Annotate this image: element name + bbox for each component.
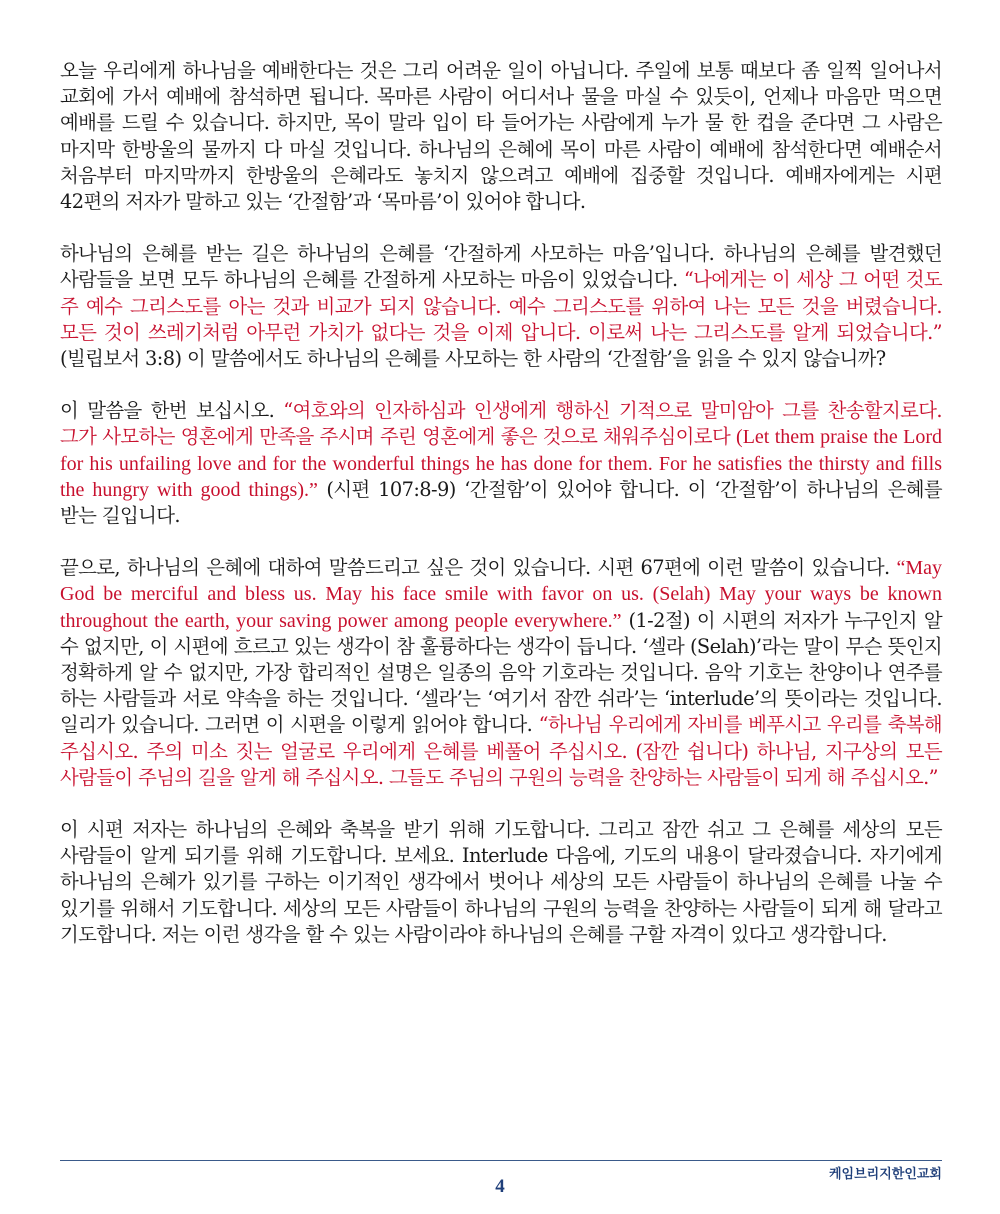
psalm-67-quote-korean: “하나님 우리에게 자비를 베푸시고 우리를 축복해 주십시오. 주의 미소 짓는 얼굴로 우리에게 은혜를 베풀어 주십시오. (잠깐 쉽니다) 하나님, 지구상의 모든 사람들이 주님의 길을 알게 해 주십시오. 그들도 주님의 구원의 능력을 찬양하는 사람들이 되게 해 주십시오.” (60, 713, 942, 789)
paragraph-4-explanation: 이 시편의 저자가 누구인지 알 수 없지만, 이 시편에 흐르고 있는 생각이 참 훌륭하다는 생각이 듭니다. ‘셀라 (Selah)’라는 말이 무슨 뜻인지 정확하게 알 수 없지만, 가장 합리적인 설명은 일종의 음악 기호라는 것입니다. 음악 기호는 찬양이나 연주를 하는 사람들과 서로 약속을 하는 것입니다. ‘셀라’는 ‘여기서 잠깐 쉬라’는 ‘interlude’의 뜻이라는 것입니다. 일리가 있습니다. 그러면 이 시편을 이렇게 읽어야 합니다. (60, 608, 942, 737)
paragraph-4-intro: 끝으로, 하나님의 은혜에 대하여 말씀드리고 싶은 것이 있습니다. 시편 67편에 이런 말씀이 있습니다. (60, 556, 890, 580)
philippians-quote: “나에게는 이 세상 그 어떤 것도 주 예수 그리스도를 아는 것과 비교가 되지 않습니다. 예수 그리스도를 위하여 나는 모든 것을 버렸습니다. 모든 것이 쓰레기처럼 아무런 가치가 없다는 것을 이제 압니다. 이로써 나는 그리스도를 알게 되었습니다.” (60, 268, 942, 344)
psalm-67-reference: (1-2절) (628, 608, 690, 632)
paragraph-2 (60, 241, 942, 372)
psalm-107-quote-korean: “여호와의 인자하심과 인생에게 행하신 기적으로 말미암아 그를 찬송할지로다. 그가 사모하는 영혼에게 만족을 주시며 주린 영혼에게 좋은 것으로 채워주심이로다 (60, 399, 942, 449)
church-name: 케임브리지한인교회 (828, 1167, 942, 1182)
psalm-107-reference: (시편 107:8-9) (326, 477, 456, 501)
paragraph-4 (60, 555, 942, 791)
philippians-reference: (빌립보서 3:8) (60, 347, 182, 371)
paragraph-3-intro: 이 말씀을 한번 보십시오. (60, 399, 275, 423)
paragraph-3-closing: ‘간절함’이 있어야 합니다. 이 ‘간절함’이 하나님의 은혜를 받는 길입니다. (60, 477, 942, 528)
psalm-67-quote-english: “May God be merciful and bless us. May his face smile with favor on us. (Selah) May your ways be known throughout the earth, your saving power among people everywhere.” (60, 557, 942, 632)
paragraph-5: 이 시편 저자는 하나님의 은혜와 축복을 받기 위해 기도합니다. 그리고 잠깐 쉬고 그 은혜를 세상의 모든 사람들이 알게 되기를 위해 기도합니다. 보세요. Interlude 다음에, 기도의 내용이 달라졌습니다. 자기에게 하나님의 은혜가 있기를 구하는 이기적인 생각에서 벗어나 세상의 모든 사람들이 하나님의 은혜를 나눌 수 있기를 위해서 기도합니다. 세상의 모든 사람들이 하나님의 구원의 능력을 찬양하는 사람들이 되게 해 달라고 기도합니다. 저는 이런 생각을 할 수 있는 사람이라야 하나님의 은혜를 구할 자격이 있다고 생각합니다. (60, 818, 942, 946)
paragraph-3 (60, 398, 942, 529)
psalm-107-quote-english: (Let them praise the Lord for his unfailing love and for the wonderful things he has done for them. For he satisfies the thirsty and fills the hungry with good things).” (60, 426, 942, 501)
paragraph-2-closing: 이 말씀에서도 하나님의 은혜를 사모하는 한 사람의 ‘간절함’을 읽을 수 있지 않습니까? (187, 347, 886, 371)
paragraph-2-intro: 하나님의 은혜를 받는 길은 하나님의 은혜를 ‘간절하게 사모하는 마음’입니다. 하나님의 은혜를 발견했던 사람들을 보면 모두 하나님의 은혜를 간절하게 사모하는 마음이 있었습니다. (60, 242, 942, 292)
sermon-body (60, 58, 942, 974)
footer-divider (60, 1160, 942, 1161)
page-number: 4 (495, 1176, 505, 1197)
paragraph-1: 오늘 우리에게 하나님을 예배한다는 것은 그리 어려운 일이 아닙니다. 주일에 보통 때보다 좀 일찍 일어나서 교회에 가서 예배에 참석하면 됩니다. 목마른 사람이 어디서나 물을 마실 수 있듯이, 언제나 마음만 먹으면 예배를 드릴 수 있습니다. 하지만, 목이 말라 입이 타 들어가는 사람에게 누가 물 한 컵을 준다면 그 사람은 마지막 한방울의 물까지 다 마실 것입니다. 하나님의 은혜에 목이 마른 사람이 예배에 참석한다면 예배순서 처음부터 마지막까지 한방울의 은혜라도 놓치지 않으려고 예배에 집중할 것입니다. 예배자에게는 시편 42편의 저자가 말하고 있는 ‘간절함’과 ‘목마름’이 있어야 합니다. (60, 59, 942, 214)
